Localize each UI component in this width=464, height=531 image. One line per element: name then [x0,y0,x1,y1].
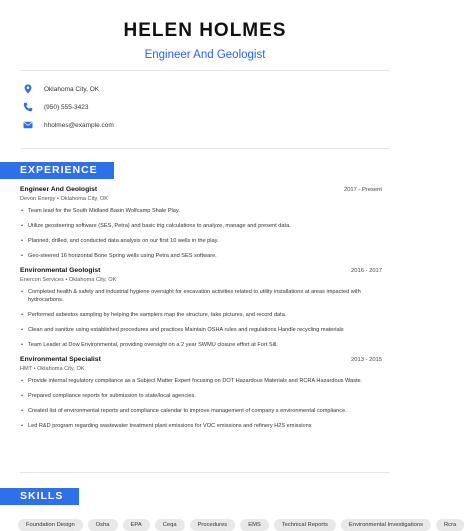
skill-tag: Foundation Design [18,519,83,531]
contact-location-text: Oklahoma City, OK [44,85,100,93]
experience-list [20,186,382,437]
phone-icon [22,101,34,113]
skill-tag: Ceqa [155,519,185,531]
job-dates: 2013 - 2015 [351,357,382,363]
job-bullet: • Prepared compliance reports for submission to state/local agencies. [28,392,382,400]
job-bullet: • Provide internal regulatory compliance as a Subject Matter Expert focusing on DOT Hazardous Materials and RCRA Hazardous Waste. [28,377,382,385]
job-bullet: • Completed health & safety and industrial hygiene oversight for excavation activities related to utility installations at areas impacted with hydrocarbons. [28,288,382,304]
divider [20,70,390,71]
skills-list [18,519,457,531]
candidate-name: HELEN HOLMES [123,20,287,41]
contact-phone-text: (950) 555-3423 [44,103,89,111]
skill-tag: EPA [123,519,150,531]
job-bullet: • Geo-steered 16 horizontal Bone Spring wells using Petra and SES software. [28,252,382,260]
job-title: Environmental Specialist [20,356,101,363]
skill-tag: Technical Reports [274,519,336,531]
job-entry [20,356,382,430]
contact-email[interactable] [22,116,114,134]
candidate-title: Engineer And Geologist [144,49,266,61]
section-heading-skills: SKILLS [0,488,79,505]
section-heading-experience: EXPERIENCE [0,162,114,179]
job-bullet: • Performed asbestos sampling by helping the samplers map the structure, take pictures, and record data. [28,311,382,319]
contact-list [22,80,114,134]
job-bullet: • Utilize geosteering software (SES, Petra) and basic trig calculations to analyze, manage and present data. [28,222,382,230]
skill-tag: EMS [240,519,269,531]
job-dates: 2017 - Present [343,187,382,193]
resume-header [0,0,410,61]
job-dates: 2016 - 2017 [351,268,382,274]
job-title: Engineer And Geologist [20,186,98,193]
skill-tag: Osha [88,519,118,531]
email-icon [22,119,34,131]
job-company: Enercon Services • Oklahoma City, OK [20,277,117,283]
skill-tag: Environmental Investigations [341,519,431,531]
divider [20,148,390,149]
job-bullets [20,207,382,260]
job-company: HMT • Oklahoma City, OK [20,366,85,372]
job-bullets [20,288,382,349]
job-entry [20,267,382,349]
location-pin-icon [22,83,34,95]
skill-tag: Rcra [436,519,464,531]
job-bullet: • Clean and sanitize using established procedures and practices Maintain OSHA rules and regulations Handle recycling materials [28,326,382,334]
skill-tag: Procedures [190,519,236,531]
divider [20,472,390,473]
job-bullet: • Created list of environmental reports and compliance calendar to improve management of company s environmental compliance. [28,407,382,415]
contact-location [22,80,114,98]
job-company: Devon Energy • Oklahoma City, OK [20,196,108,202]
job-bullet: • Planned, drilled, and conducted data analysis on our first 10 wells in the play. [28,237,382,245]
job-bullet: • Led R&D program regarding wastewater treatment plant emissions for VOC emissions and refinery H2S emissions [28,422,382,430]
job-entry [20,186,382,260]
contact-phone [22,98,114,116]
job-bullet: • Team lead for the South Midland Basin Wolfcamp Shale Play. [28,207,382,215]
job-bullet: • Team Leader at Dow Environmental, providing oversight on a 2 year SWMU closure effort at Fort Sill. [28,341,382,349]
job-bullets [20,377,382,430]
job-title: Environmental Geologist [20,267,101,274]
contact-email-text[interactable]: hholmes@example.com [44,121,114,129]
